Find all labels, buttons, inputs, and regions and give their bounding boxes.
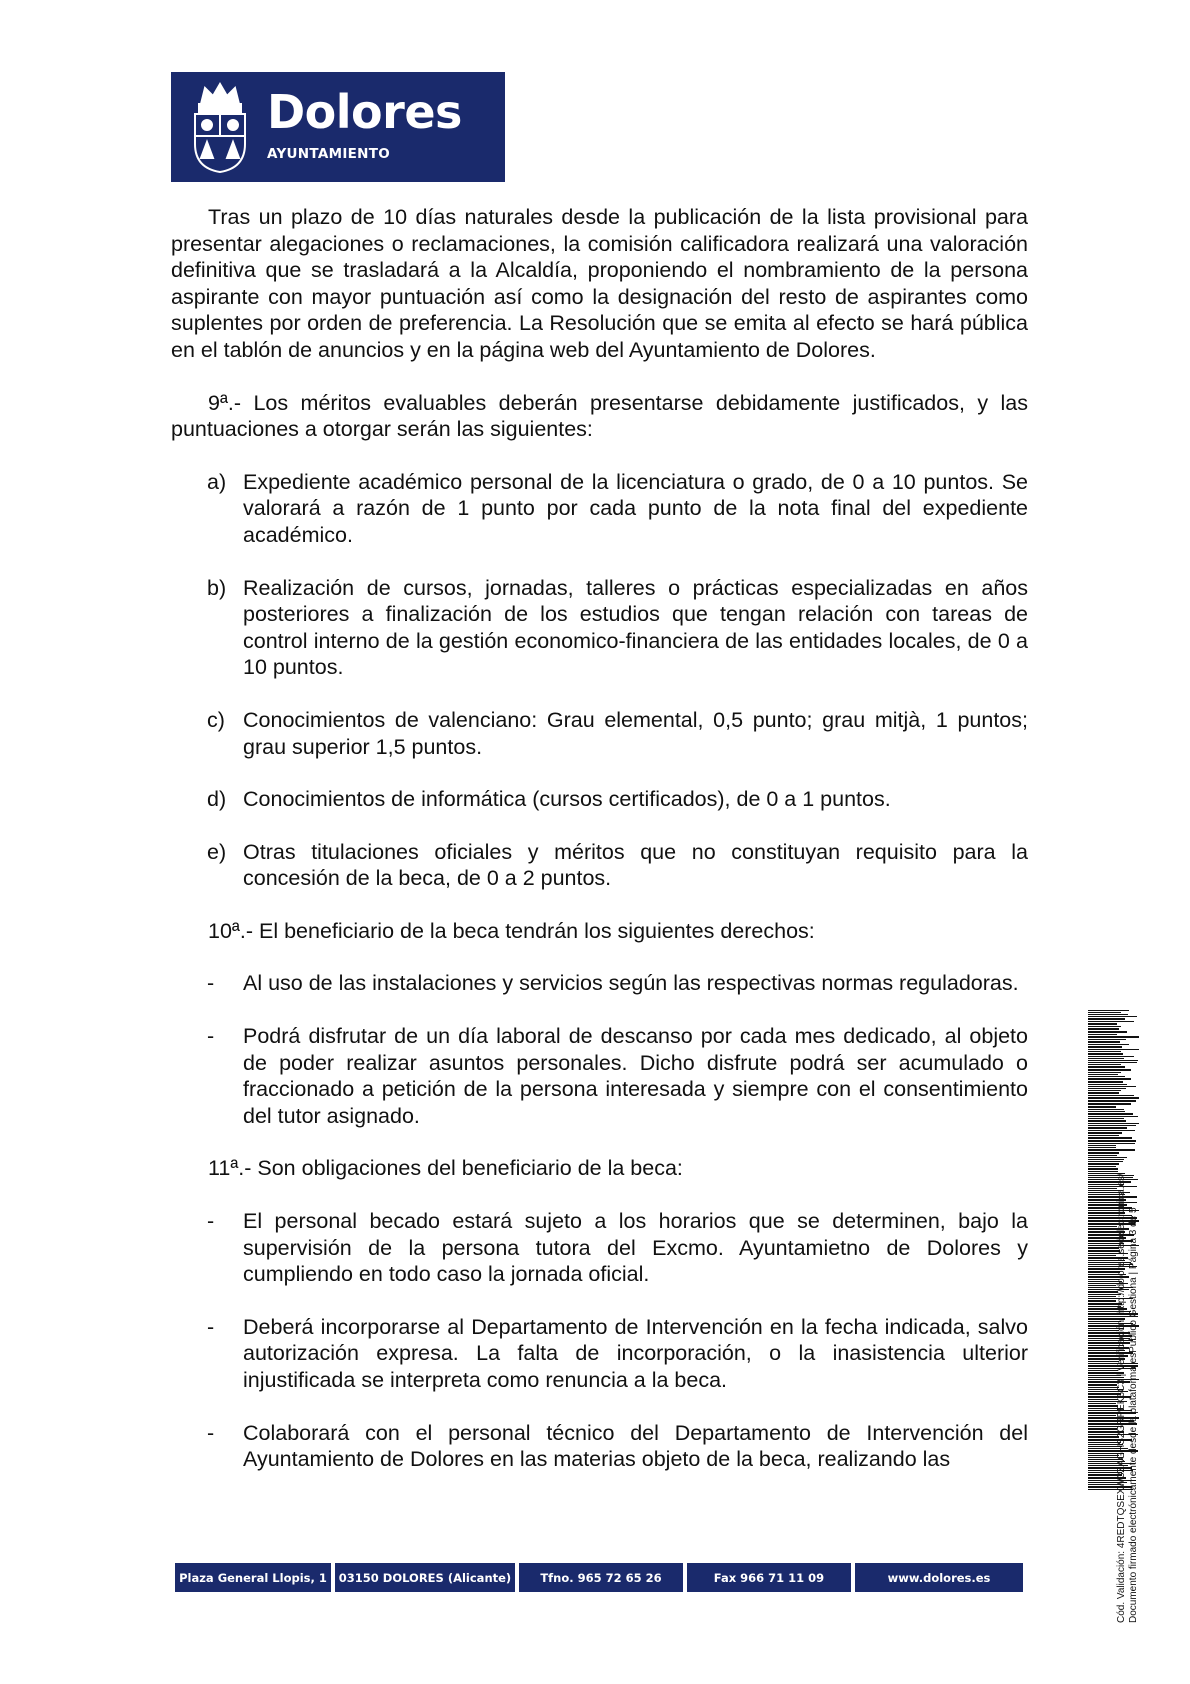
paragraph-merits-intro: 9ª.- Los méritos evaluables deberán presentarse debidamente justificados, y las puntuaciones a otorgar serán las siguientes: bbox=[171, 390, 1028, 442]
barcode-bar bbox=[1088, 1012, 1121, 1013]
footer-phone: Tfno. 965 72 65 26 bbox=[519, 1563, 683, 1592]
list-item-text: El personal becado estará sujeto a los horarios que se determinen, bajo la supervisión de la persona tutora del Excmo. Ayuntamietno de Dolores y cumpliendo en todo caso la jornada oficial. bbox=[243, 1209, 1028, 1287]
barcode-bar bbox=[1088, 1046, 1122, 1048]
barcode-bar bbox=[1088, 1370, 1118, 1371]
list-marker: - bbox=[207, 1209, 215, 1234]
barcode-bar bbox=[1088, 1361, 1119, 1362]
barcode-bar bbox=[1088, 1166, 1116, 1167]
barcode-bar bbox=[1088, 1039, 1126, 1040]
barcode-bar bbox=[1088, 1247, 1119, 1249]
barcode-bar bbox=[1088, 1403, 1116, 1404]
barcode-bar bbox=[1088, 1021, 1134, 1022]
barcode-bar bbox=[1088, 1163, 1119, 1165]
list-item bbox=[171, 707, 1028, 760]
list-marker: b) bbox=[207, 575, 227, 600]
barcode-bar bbox=[1088, 1056, 1134, 1057]
barcode-bar bbox=[1088, 1455, 1119, 1456]
obligations-list bbox=[171, 1208, 1028, 1473]
barcode-bar bbox=[1088, 1076, 1125, 1077]
footer-fax: Fax 966 71 11 09 bbox=[687, 1563, 851, 1592]
barcode-bar bbox=[1088, 1291, 1118, 1293]
list-item bbox=[171, 970, 1028, 997]
list-item bbox=[171, 1023, 1028, 1129]
logo-subtitle: AYUNTAMIENTO bbox=[267, 146, 391, 162]
footer-city: 03150 DOLORES (Alicante) bbox=[335, 1563, 515, 1592]
barcode-bar bbox=[1088, 1171, 1118, 1172]
barcode-bar bbox=[1088, 1014, 1128, 1015]
barcode-bar bbox=[1088, 1226, 1117, 1227]
barcode-bar bbox=[1088, 1405, 1118, 1407]
barcode-bar bbox=[1088, 1145, 1116, 1146]
coat-of-arms-icon bbox=[187, 78, 253, 176]
barcode-bar bbox=[1088, 1147, 1116, 1148]
barcode-bar bbox=[1088, 1399, 1118, 1400]
list-item-text: Al uso de las instalaciones y servicios según las respectivas normas reguladoras. bbox=[243, 971, 1019, 996]
barcode-bar bbox=[1088, 1058, 1124, 1059]
barcode-bar bbox=[1088, 1064, 1121, 1065]
barcode-bar bbox=[1088, 1135, 1119, 1136]
barcode-bar bbox=[1088, 1168, 1118, 1170]
list-item-text: Expediente académico personal de la licenciatura o grado, de 0 a 10 puntos. Se valorará a razón de 1 punto por cada punto de la nota final del expediente académico. bbox=[243, 469, 1028, 547]
merits-list bbox=[171, 469, 1028, 892]
ayuntamiento-logo bbox=[171, 72, 505, 182]
barcode-bar bbox=[1088, 1016, 1137, 1017]
barcode-bar bbox=[1088, 1428, 1117, 1430]
list-item bbox=[171, 786, 1028, 813]
barcode-bar bbox=[1088, 1387, 1119, 1388]
barcode-bar bbox=[1088, 1152, 1119, 1154]
barcode-bar bbox=[1088, 1330, 1119, 1331]
barcode-bar bbox=[1088, 1034, 1117, 1035]
list-marker: e) bbox=[207, 839, 227, 864]
list-item bbox=[171, 1208, 1028, 1288]
barcode-bar bbox=[1088, 1279, 1119, 1280]
barcode-bar bbox=[1088, 1078, 1131, 1080]
validation-code-line: Cód. Validación: 4REDTQSEXW3ZAGHS2GRPEK6C3 | Verificación: http://dolores.sedelectronica.es/ bbox=[1116, 1173, 1127, 1623]
list-marker: - bbox=[207, 971, 215, 996]
list-item-text: Conocimientos de valenciano: Grau elemental, 0,5 punto; grau mitjà, 1 puntos; grau superior 1,5 puntos. bbox=[243, 707, 1028, 759]
list-item bbox=[171, 1314, 1028, 1394]
list-item-text: Realización de cursos, jornadas, talleres o prácticas especializadas en años posteriores a finalización de los estudios que tengan relación con tareas de control interno de la gestión economico-financiera de las entidades locales, de 0 a 10 puntos. bbox=[243, 575, 1028, 680]
list-marker: - bbox=[207, 1420, 215, 1445]
footer-contact-bar bbox=[175, 1563, 1023, 1592]
list-item-text: Colaborará con el personal técnico del Departamento de Intervención del Ayuntamiento de Dolores en las materias objeto de la beca, realizando las bbox=[243, 1420, 1028, 1472]
paragraph-obligations-intro: 11ª.- Son obligaciones del beneficiario de la beca: bbox=[208, 1156, 683, 1181]
barcode-bar bbox=[1088, 1031, 1127, 1033]
barcode-bar bbox=[1088, 1074, 1118, 1075]
list-item-text: Otras titulaciones oficiales y méritos que no constituyan requisito para la concesión de la beca, de 0 a 2 puntos. bbox=[243, 839, 1028, 891]
barcode-bar bbox=[1088, 1023, 1117, 1025]
list-item-text: Deberá incorporarse al Departamento de Intervención en la fecha indicada, salvo autorización expresa. La falta de incorporación, o la inasistencia ulterior injustificada se interpreta como renuncia a la beca. bbox=[243, 1314, 1028, 1392]
barcode-bar bbox=[1088, 1044, 1129, 1045]
barcode-bar bbox=[1088, 1062, 1137, 1063]
barcode-bar bbox=[1088, 1018, 1125, 1020]
barcode-bar bbox=[1088, 1066, 1125, 1068]
list-marker: - bbox=[207, 1314, 215, 1339]
validation-stamp bbox=[1116, 1083, 1140, 1623]
signature-platform-line: Documento firmado electrónicamente desde la plataforma esPublico Gestiona | Página 3 de 5 bbox=[1128, 1207, 1139, 1623]
barcode-bar bbox=[1088, 1296, 1116, 1297]
barcode-bar bbox=[1088, 1300, 1116, 1302]
paragraph-provisional-list: Tras un plazo de 10 días naturales desde la publicación de la lista provisional para presentar alegaciones o reclamaciones, la comisión calificadora realizará una valoración definitiva que se trasladará a la Alcaldía, proponiendo el nombramiento de la persona aspirante con mayor puntuación así como la designación del resto de aspirantes como suplentes por orden de preferencia. La Resolución que se emita al efecto se hará pública en el tablón de anuncios y en la página web del Ayuntamiento de Dolores. bbox=[171, 205, 1028, 362]
list-marker: d) bbox=[207, 787, 227, 812]
list-marker: - bbox=[207, 1024, 215, 1049]
footer-address: Plaza General Llopis, 1 bbox=[175, 1563, 331, 1592]
barcode-bar bbox=[1088, 1188, 1117, 1189]
barcode-bar bbox=[1088, 1285, 1116, 1286]
list-marker: c) bbox=[207, 707, 225, 732]
list-item-text: Podrá disfrutar de un día laboral de descanso por cada mes dedicado, al objeto de poder realizar asuntos personales. Dicho disfrute podrá ser acumulado o fraccionado a petición de la persona interesada y siempre con el consentimiento del tutor asignado. bbox=[243, 1024, 1028, 1128]
document-body bbox=[171, 204, 1028, 1499]
rights-list bbox=[171, 970, 1028, 1129]
list-item bbox=[171, 469, 1028, 549]
list-item bbox=[171, 1420, 1028, 1473]
logo-brand: Dolores bbox=[267, 85, 462, 139]
barcode-bar bbox=[1088, 1036, 1139, 1038]
barcode-bar bbox=[1088, 1106, 1116, 1108]
barcode-bar bbox=[1088, 1041, 1120, 1043]
list-item-text: Conocimientos de informática (cursos certificados), de 0 a 1 puntos. bbox=[243, 787, 891, 812]
barcode-bar bbox=[1088, 1155, 1117, 1156]
barcode-bar bbox=[1088, 1049, 1139, 1050]
barcode-bar bbox=[1088, 1092, 1119, 1094]
barcode-bar bbox=[1088, 1028, 1119, 1030]
barcode-bar bbox=[1088, 1436, 1119, 1438]
barcode-bar bbox=[1088, 1415, 1116, 1416]
barcode-bar bbox=[1088, 1051, 1121, 1052]
barcode-bar bbox=[1088, 1010, 1129, 1011]
list-item bbox=[171, 839, 1028, 892]
list-item bbox=[171, 575, 1028, 681]
list-marker: a) bbox=[207, 469, 227, 494]
barcode-bar bbox=[1088, 1255, 1116, 1256]
paragraph-rights-intro: 10ª.- El beneficiario de la beca tendrán los siguientes derechos: bbox=[208, 918, 815, 943]
barcode-bar bbox=[1088, 1053, 1123, 1055]
barcode-bar bbox=[1088, 1072, 1121, 1073]
footer-web-link[interactable]: www.dolores.es bbox=[887, 1570, 991, 1585]
barcode-bar bbox=[1088, 1069, 1131, 1071]
barcode-bar bbox=[1088, 1026, 1121, 1027]
barcode-bar bbox=[1088, 1060, 1138, 1061]
footer-web[interactable] bbox=[855, 1563, 1023, 1592]
barcode-bar bbox=[1088, 1384, 1117, 1386]
